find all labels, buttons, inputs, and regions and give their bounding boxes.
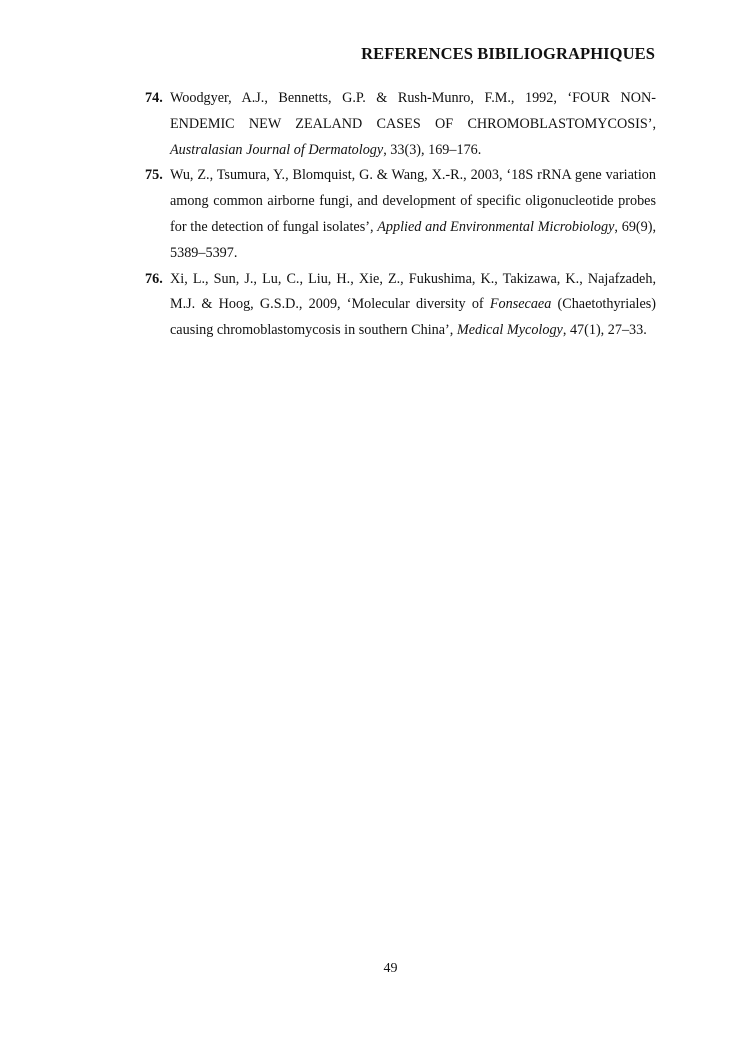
reference-number: 75. (145, 167, 163, 184)
page-header-title: REFERENCES BIBILIOGRAPHIQUES (361, 44, 655, 63)
reference-item-74 (145, 86, 656, 163)
journal-title: Australasian Journal of Dermatology (170, 141, 384, 158)
reference-text-continued: (Chaetothyriales) causing chromoblastomycosis in southern China’, (170, 296, 656, 339)
page-number: 49 (383, 961, 398, 976)
journal-title: Applied and Environmental Microbiology (377, 218, 615, 235)
reference-citation: , 69(9), 5389–5397. (170, 218, 656, 261)
reference-text: Woodgyer, A.J., Bennetts, G.P. & Rush-Munro, F.M., 1992, ‘FOUR NON-ENDEMIC NEW ZEALAND CASES OF CHROMOBLASTOMYCOSIS’, (170, 90, 656, 132)
reference-item-75 (145, 163, 656, 266)
reference-number: 76. (145, 270, 163, 287)
reference-number: 74. (145, 90, 163, 106)
reference-text: Wu, Z., Tsumura, Y., Blomquist, G. & Wang, X.-R., 2003, ‘18S rRNA gene variation among common airborne fungi, and development of specific oligonucleotide probes for the detection of fungal isolates’, (170, 167, 656, 235)
reference-text: Xi, L., Sun, J., Lu, C., Liu, H., Xie, Z., Fukushima, K., Takizawa, K., Najafzadeh, M.J. & Hoog, G.S.D., 2009, ‘Molecular diversity of (170, 270, 656, 313)
reference-citation: , 47(1), 27–33. (562, 322, 647, 339)
journal-title: Medical Mycology (456, 322, 563, 339)
reference-item-76 (145, 267, 656, 344)
genus-name: Fonsecaea (489, 296, 552, 313)
reference-citation: , 33(3), 169–176. (383, 141, 482, 158)
reference-list (145, 86, 656, 344)
